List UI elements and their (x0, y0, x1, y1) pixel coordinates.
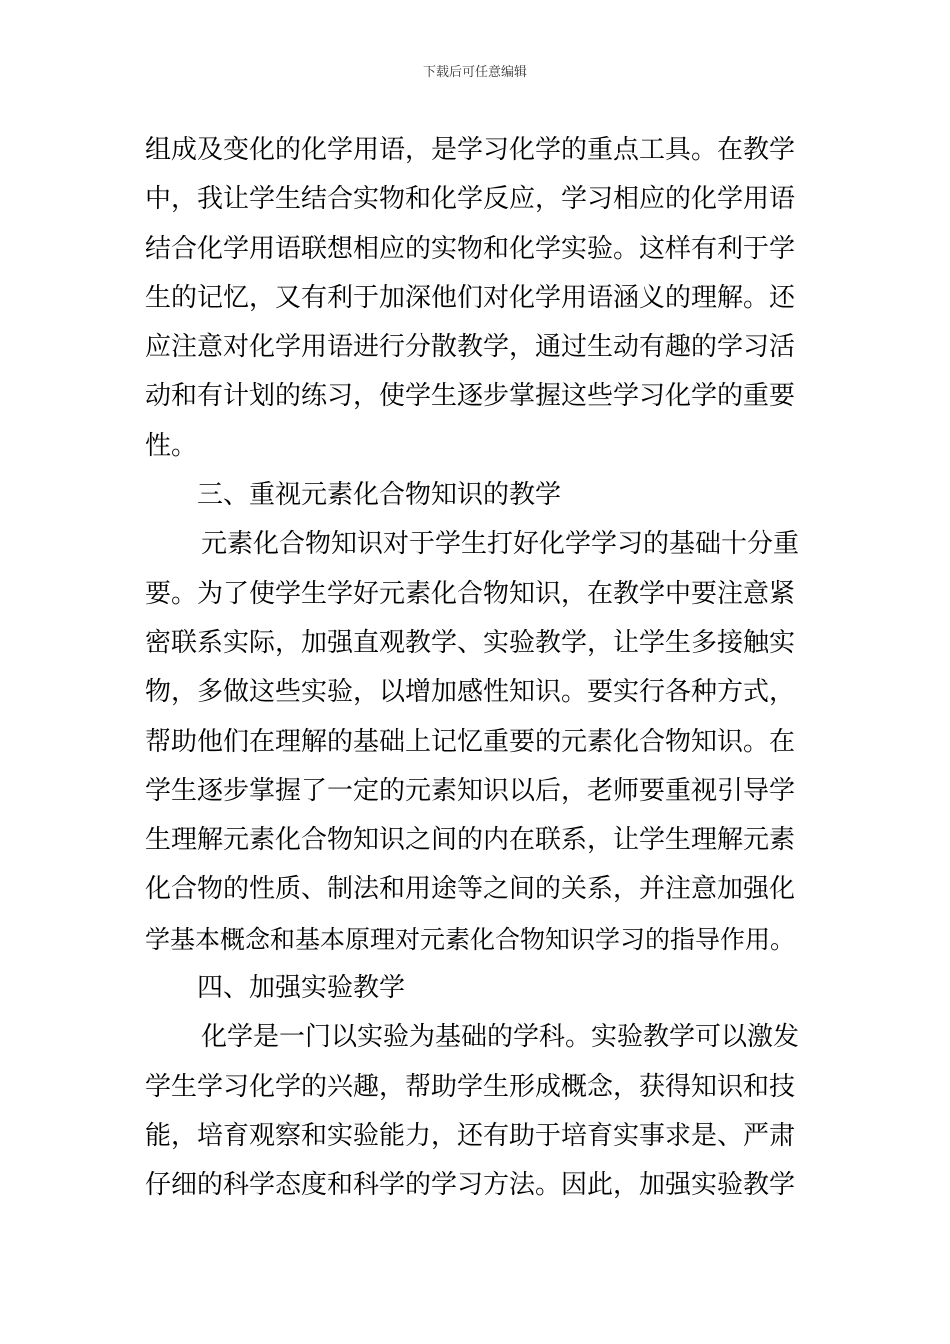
paragraph-line: 性。 (145, 430, 198, 461)
page-header: 下载后可任意编辑 (422, 65, 527, 80)
section-heading: 四、加强实验教学 (197, 973, 406, 1004)
paragraph-line: 学基本概念和基本原理对元素化合物知识学习的指导作用。 (145, 924, 796, 954)
paragraph-line: 动和有计划的练习，使学生逐步掌握这些学习化学的重要 (145, 381, 796, 412)
paragraph-line: 化学是一门以实验为基础的学科。实验教学可以激发 (201, 1022, 800, 1053)
paragraph-line: 学生逐步掌握了一定的元素知识以后，老师要重视引导学 (145, 775, 796, 806)
paragraph-line: 中，我让学生结合实物和化学反应，学习相应的化学用语 (145, 184, 796, 215)
paragraph-line: 元素化合物知识对于学生打好化学学习的基础十分重 (201, 529, 800, 560)
paragraph-line: 帮助他们在理解的基础上记忆重要的元素化合物知识。在 (145, 726, 796, 757)
paragraph-line: 组成及变化的化学用语，是学习化学的重点工具。在教学 (145, 135, 796, 165)
paragraph-line: 生理解元素化合物知识之间的内在联系，让学生理解元素 (145, 825, 796, 856)
paragraph-line: 能，培育观察和实验能力，还有助于培育实事求是、严肃 (145, 1120, 796, 1151)
paragraph-line: 物，多做这些实验，以增加感性知识。要实行各种方式， (145, 677, 796, 708)
document-body (145, 126, 807, 1211)
paragraph-line: 密联系实际，加强直观教学、实验教学，让学生多接触实 (145, 627, 796, 658)
section-heading: 三、重视元素化合物知识的教学 (197, 480, 562, 511)
paragraph-line: 要。为了使学生学好元素化合物知识，在教学中要注意紧 (145, 578, 796, 609)
paragraph-line: 仔细的科学态度和科学的学习方法。因此，加强实验教学 (145, 1170, 796, 1201)
paragraph-line: 结合化学用语联想相应的实物和化学实验。这样有利于学 (145, 233, 796, 264)
paragraph-line: 生的记忆，又有利于加深他们对化学用语涵义的理解。还 (145, 282, 796, 313)
paragraph-line: 化合物的性质、制法和用途等之间的关系，并注意加强化 (145, 874, 796, 905)
paragraph-line: 应注意对化学用语进行分散教学，通过生动有趣的学习活 (145, 332, 796, 363)
paragraph-line: 学生学习化学的兴趣，帮助学生形成概念，获得知识和技 (145, 1071, 796, 1102)
